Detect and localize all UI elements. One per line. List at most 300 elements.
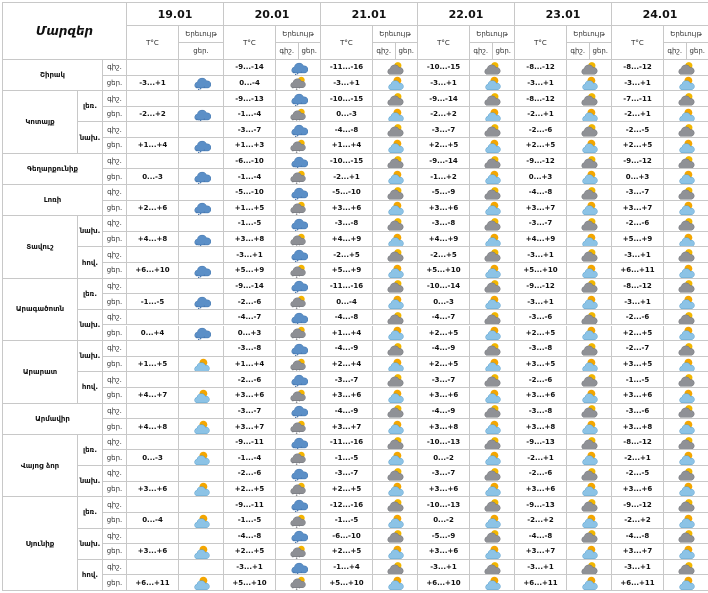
temp-range <box>127 216 179 232</box>
weather-cell <box>373 169 418 185</box>
snow-cloud-icon <box>289 91 308 106</box>
day-label: ցեր. <box>103 419 127 435</box>
temp-range <box>127 404 179 420</box>
temp-range: 0...-3 <box>127 169 179 185</box>
snow-cloud-icon <box>289 404 308 419</box>
weather-cell <box>276 201 321 217</box>
phenomenon-label: Երեւույթ <box>664 26 708 43</box>
temp-range: +3...+7 <box>321 419 373 435</box>
temp-range: -3...-7 <box>224 404 276 420</box>
sun-cloud-blue-icon <box>483 357 502 372</box>
temp-range: +1...+4 <box>321 138 373 154</box>
temp-range: -10...-15 <box>321 91 373 107</box>
snow-sun-icon <box>289 513 308 528</box>
weather-cell <box>664 107 708 123</box>
temp-range: -2...+1 <box>515 450 567 466</box>
weather-cell <box>664 497 708 513</box>
phenomenon-column-header <box>664 26 708 60</box>
weather-cell <box>567 294 612 310</box>
sun-cloud-gray-icon <box>580 404 599 419</box>
temp-range <box>127 154 179 170</box>
weather-cell <box>179 138 224 154</box>
weather-cell <box>664 529 708 545</box>
temp-range: -12...-16 <box>321 497 373 513</box>
weather-cell <box>470 185 515 201</box>
temp-range: +2...+5 <box>515 138 567 154</box>
temp-range: -3...+1 <box>612 76 664 92</box>
weather-cell <box>664 154 708 170</box>
temp-range: -2...-6 <box>612 310 664 326</box>
sun-cloud-blue-icon <box>677 201 696 216</box>
temp-range <box>127 560 179 576</box>
sun-cloud-gray-icon <box>386 91 405 106</box>
sun-cloud-blue-icon <box>483 326 502 341</box>
temp-range: -2...-6 <box>515 372 567 388</box>
temp-range: -1...+4 <box>321 560 373 576</box>
weather-cell <box>373 419 418 435</box>
snow-sun-icon <box>289 232 308 247</box>
temp-range: -3...-7 <box>418 372 470 388</box>
temp-range <box>127 247 179 263</box>
weather-cell <box>567 91 612 107</box>
sun-cloud-blue-icon <box>386 232 405 247</box>
temp-range: +2...+4 <box>321 357 373 373</box>
snow-cloud-icon <box>289 154 308 169</box>
weather-cell <box>567 169 612 185</box>
weather-cell <box>373 138 418 154</box>
temp-range: +3...+6 <box>321 201 373 217</box>
sun-cloud-blue-icon <box>580 107 599 122</box>
weather-cell <box>373 341 418 357</box>
temp-range: -9...-11 <box>224 497 276 513</box>
weather-cell <box>276 575 321 591</box>
day-subheader: ցեր. <box>301 47 318 55</box>
sun-cloud-gray-icon <box>483 91 502 106</box>
day-subheader: ցեր. <box>592 47 609 55</box>
temp-range: -4...-9 <box>321 404 373 420</box>
weather-cell <box>179 294 224 310</box>
weather-cell <box>567 529 612 545</box>
temp-range: -3...-8 <box>224 341 276 357</box>
weather-cell <box>470 388 515 404</box>
weather-cell <box>373 482 418 498</box>
temp-range: -5...-9 <box>418 529 470 545</box>
night-label: գիշ. <box>103 310 127 326</box>
weather-cell <box>664 91 708 107</box>
sun-cloud-gray-icon <box>483 154 502 169</box>
weather-cell <box>664 76 708 92</box>
weather-cell <box>664 326 708 342</box>
temp-range: +2...+5 <box>515 326 567 342</box>
region-name: Տավուշ <box>2 216 78 278</box>
weather-cell <box>470 326 515 342</box>
weather-cell <box>470 435 515 451</box>
temp-range: -9...-12 <box>515 279 567 295</box>
temp-range: -3...+1 <box>515 247 567 263</box>
night-label: գիշ. <box>103 435 127 451</box>
sun-cloud-blue-icon <box>483 419 502 434</box>
weather-cell <box>373 435 418 451</box>
sun-cloud-gray-icon <box>483 404 502 419</box>
temp-range: -10...-15 <box>321 154 373 170</box>
phenomenon-column-header <box>276 26 321 60</box>
weather-cell <box>276 404 321 420</box>
temp-range: +5...+10 <box>418 263 470 279</box>
weather-cell <box>567 513 612 529</box>
temp-range: -4...-7 <box>418 310 470 326</box>
night-label: գիշ. <box>103 122 127 138</box>
weather-cell <box>664 201 708 217</box>
weather-cell <box>373 107 418 123</box>
temp-range: -8...-12 <box>612 60 664 76</box>
temp-range: 0...-3 <box>418 294 470 310</box>
temp-range: -3...-6 <box>515 310 567 326</box>
weather-cell <box>470 263 515 279</box>
weather-cell <box>373 575 418 591</box>
temp-range: -4...-7 <box>224 310 276 326</box>
weather-cell <box>179 107 224 123</box>
temp-range: -6...-10 <box>321 529 373 545</box>
day-label: ցեր. <box>103 575 127 591</box>
subregion-label: նախ. <box>78 310 103 341</box>
weather-cell <box>470 310 515 326</box>
temp-range: -8...-12 <box>515 60 567 76</box>
day-label: ցեր. <box>103 450 127 466</box>
weather-cell <box>179 560 224 576</box>
temp-range: +4...+9 <box>321 232 373 248</box>
temp-range: 0...+3 <box>612 169 664 185</box>
weather-cell <box>567 419 612 435</box>
temp-range: -11...-16 <box>321 279 373 295</box>
sun-cloud-blue-icon <box>677 138 696 153</box>
weather-cell <box>179 450 224 466</box>
temp-range: -2...-6 <box>224 466 276 482</box>
temp-range: +2...+5 <box>321 544 373 560</box>
night-label: գիշ. <box>103 341 127 357</box>
temp-range: -2...+1 <box>321 169 373 185</box>
temp-range: +3...+6 <box>418 482 470 498</box>
sun-cloud-gray-icon <box>386 466 405 481</box>
weather-cell <box>664 341 708 357</box>
weather-cell <box>276 466 321 482</box>
sun-cloud-gray-icon <box>483 60 502 75</box>
temp-range <box>127 466 179 482</box>
sun-cloud-blue-icon <box>386 388 405 403</box>
region-column-header: Մարզեր <box>2 2 127 60</box>
day-header-19.01: 19.01 <box>127 2 224 26</box>
day-label: ցեր. <box>103 326 127 342</box>
weather-cell <box>470 482 515 498</box>
sun-cloud-blue-icon <box>580 201 599 216</box>
snow-sun-icon <box>289 326 308 341</box>
sun-cloud-blue-icon <box>192 419 211 434</box>
temp-range: +3...+6 <box>515 482 567 498</box>
temp-range: -3...-8 <box>418 216 470 232</box>
temp-range: -8...-12 <box>612 435 664 451</box>
weather-cell <box>470 232 515 248</box>
temp-range: -5...-9 <box>418 185 470 201</box>
temp-range: +2...+5 <box>612 326 664 342</box>
temp-range: +3...+7 <box>224 419 276 435</box>
temp-range <box>127 372 179 388</box>
weather-cell <box>373 560 418 576</box>
temp-range <box>127 122 179 138</box>
sun-cloud-gray-icon <box>386 560 405 575</box>
weather-cell <box>567 372 612 388</box>
sun-cloud-gray-icon <box>677 560 696 575</box>
temp-range: 0...+4 <box>127 326 179 342</box>
weather-cell <box>567 404 612 420</box>
sun-cloud-blue-icon <box>677 294 696 309</box>
temp-range <box>127 529 179 545</box>
weather-cell <box>276 482 321 498</box>
temp-range: -3...-8 <box>321 216 373 232</box>
sun-cloud-gray-icon <box>677 279 696 294</box>
weather-cell <box>373 294 418 310</box>
night-label: գիշ. <box>103 560 127 576</box>
sun-cloud-blue-icon <box>483 575 502 590</box>
temp-range: +6...+11 <box>515 575 567 591</box>
weather-cell <box>373 513 418 529</box>
temp-range: +4...+7 <box>127 388 179 404</box>
sun-cloud-blue-icon <box>386 201 405 216</box>
temp-range: 0...-3 <box>321 107 373 123</box>
sun-cloud-gray-icon <box>386 435 405 450</box>
weather-cell <box>179 154 224 170</box>
sun-cloud-gray-icon <box>677 497 696 512</box>
weather-cell <box>664 310 708 326</box>
temp-range: +6...+11 <box>127 575 179 591</box>
subregion-label: հով. <box>78 247 103 278</box>
temp-range: -3...+1 <box>224 247 276 263</box>
temp-range: -1...-5 <box>224 513 276 529</box>
sun-cloud-gray-icon <box>677 310 696 325</box>
weather-cell <box>567 216 612 232</box>
temp-range: +3...+8 <box>515 419 567 435</box>
temp-range: -3...+1 <box>127 76 179 92</box>
sun-cloud-gray-icon <box>483 529 502 544</box>
temp-range: -3...-6 <box>612 404 664 420</box>
day-label: ցեր. <box>103 357 127 373</box>
sun-cloud-gray-icon <box>677 404 696 419</box>
temp-range: +5...+10 <box>224 575 276 591</box>
phenomenon-label: Երեւույթ <box>276 26 320 43</box>
snow-cloud-icon <box>289 466 308 481</box>
weather-cell <box>276 497 321 513</box>
weather-cell <box>664 60 708 76</box>
sun-cloud-blue-icon <box>386 107 405 122</box>
weather-cell <box>567 138 612 154</box>
temp-range: -1...-5 <box>224 216 276 232</box>
snow-cloud-icon <box>192 107 211 122</box>
sun-cloud-gray-icon <box>483 341 502 356</box>
weather-cell <box>179 513 224 529</box>
weather-cell <box>276 279 321 295</box>
weather-cell <box>664 263 708 279</box>
temp-range <box>127 341 179 357</box>
sun-cloud-blue-icon <box>483 544 502 559</box>
temp-range: -2...-5 <box>612 466 664 482</box>
temp-range: -2...-5 <box>612 122 664 138</box>
weather-cell <box>373 544 418 560</box>
temp-range: +3...+6 <box>418 544 470 560</box>
weather-cell <box>664 357 708 373</box>
temp-range: -3...+1 <box>612 247 664 263</box>
weather-cell <box>567 185 612 201</box>
weather-cell <box>179 341 224 357</box>
temp-range: -5...-10 <box>321 185 373 201</box>
day-label: ցեր. <box>103 169 127 185</box>
day-label: ցեր. <box>103 263 127 279</box>
snow-sun-icon <box>289 357 308 372</box>
temp-range: +4...+9 <box>515 232 567 248</box>
sun-cloud-blue-icon <box>580 357 599 372</box>
temp-range: +3...+6 <box>612 388 664 404</box>
sun-cloud-gray-icon <box>677 466 696 481</box>
sun-cloud-blue-icon <box>580 232 599 247</box>
snow-sun-icon <box>289 138 308 153</box>
weather-cell <box>567 154 612 170</box>
temp-range: +3...+7 <box>515 544 567 560</box>
region-name: Լոռի <box>2 185 103 216</box>
temp-range: -1...+2 <box>418 169 470 185</box>
sun-cloud-blue-icon <box>580 294 599 309</box>
sun-cloud-blue-icon <box>386 326 405 341</box>
temp-range: +5...+9 <box>321 263 373 279</box>
weather-cell <box>470 76 515 92</box>
temp-column-header: T°C <box>612 26 664 60</box>
sun-cloud-gray-icon <box>483 310 502 325</box>
temp-range: -2...-6 <box>224 294 276 310</box>
sun-cloud-blue-icon <box>677 513 696 528</box>
sun-cloud-blue-icon <box>192 544 211 559</box>
weather-cell <box>373 388 418 404</box>
weather-cell <box>664 138 708 154</box>
weather-cell <box>179 544 224 560</box>
temp-range: -2...+1 <box>515 107 567 123</box>
weather-cell <box>567 326 612 342</box>
sun-cloud-blue-icon <box>580 450 599 465</box>
temp-range: +3...+5 <box>515 357 567 373</box>
temp-range: -9...-14 <box>224 60 276 76</box>
snow-cloud-icon <box>289 122 308 137</box>
phenomenon-label: Երեւույթ <box>373 26 417 43</box>
weather-cell <box>276 60 321 76</box>
phenomenon-column-header <box>567 26 612 60</box>
weather-cell <box>470 91 515 107</box>
temp-range: -1...-5 <box>321 513 373 529</box>
weather-cell <box>179 310 224 326</box>
weather-cell <box>276 169 321 185</box>
region-name: Արագածոտն <box>2 279 78 341</box>
weather-cell <box>179 169 224 185</box>
temp-range: -6...-10 <box>224 154 276 170</box>
weather-cell <box>276 560 321 576</box>
weather-cell <box>179 435 224 451</box>
weather-cell <box>276 263 321 279</box>
weather-cell <box>179 76 224 92</box>
temp-range: -2...-6 <box>612 216 664 232</box>
sun-cloud-gray-icon <box>580 247 599 262</box>
temp-range: +6...+10 <box>418 575 470 591</box>
weather-cell <box>373 154 418 170</box>
temp-range: -9...-13 <box>224 91 276 107</box>
weather-cell <box>470 341 515 357</box>
weather-cell <box>179 232 224 248</box>
sun-cloud-blue-icon <box>677 450 696 465</box>
weather-cell <box>470 372 515 388</box>
weather-cell <box>567 76 612 92</box>
sun-cloud-gray-icon <box>580 310 599 325</box>
temp-range: -3...-7 <box>515 216 567 232</box>
sun-cloud-gray-icon <box>386 404 405 419</box>
temp-column-header: T°C <box>321 26 373 60</box>
weather-cell <box>470 122 515 138</box>
weather-cell <box>470 419 515 435</box>
day-label: ցեր. <box>103 201 127 217</box>
weather-cell <box>276 185 321 201</box>
weather-cell <box>373 91 418 107</box>
temp-range: 0...-4 <box>321 294 373 310</box>
temp-range: -7...-11 <box>612 91 664 107</box>
temp-range: -2...+1 <box>612 107 664 123</box>
sun-cloud-gray-icon <box>386 279 405 294</box>
sun-cloud-blue-icon <box>386 575 405 590</box>
temp-range: +3...+6 <box>418 388 470 404</box>
temp-range: -3...+1 <box>515 294 567 310</box>
night-label: գիշ. <box>103 372 127 388</box>
weather-cell <box>276 326 321 342</box>
weather-cell <box>664 575 708 591</box>
sun-cloud-blue-icon <box>580 482 599 497</box>
day-label: ցեր. <box>103 482 127 498</box>
weather-cell <box>373 497 418 513</box>
temp-range: -9...-12 <box>515 154 567 170</box>
weather-cell <box>373 201 418 217</box>
weather-cell <box>373 372 418 388</box>
snow-cloud-icon <box>289 497 308 512</box>
night-label: գիշ. <box>103 216 127 232</box>
weather-cell <box>276 138 321 154</box>
temp-range: +1...+4 <box>224 357 276 373</box>
temp-range: -2...+2 <box>127 107 179 123</box>
sun-cloud-gray-icon <box>483 560 502 575</box>
weather-cell <box>664 169 708 185</box>
sun-cloud-gray-icon <box>580 529 599 544</box>
temp-range: 0...-4 <box>127 513 179 529</box>
snow-sun-icon <box>289 76 308 91</box>
sun-cloud-blue-icon <box>483 201 502 216</box>
night-label: գիշ. <box>103 60 127 76</box>
weather-cell <box>179 216 224 232</box>
temp-range: -3...-8 <box>515 404 567 420</box>
sun-cloud-gray-icon <box>677 247 696 262</box>
sun-cloud-blue-icon <box>580 138 599 153</box>
temp-range: -2...+2 <box>515 513 567 529</box>
weather-cell <box>567 122 612 138</box>
temp-range: -2...+1 <box>612 450 664 466</box>
sun-cloud-gray-icon <box>677 91 696 106</box>
sun-cloud-blue-icon <box>677 357 696 372</box>
temp-range: -10...-14 <box>418 279 470 295</box>
temp-range: 0...+3 <box>224 326 276 342</box>
sun-cloud-blue-icon <box>677 326 696 341</box>
temp-range <box>127 185 179 201</box>
weather-cell <box>664 279 708 295</box>
sun-cloud-blue-icon <box>677 575 696 590</box>
temp-range: -3...-7 <box>418 466 470 482</box>
weather-cell <box>664 560 708 576</box>
